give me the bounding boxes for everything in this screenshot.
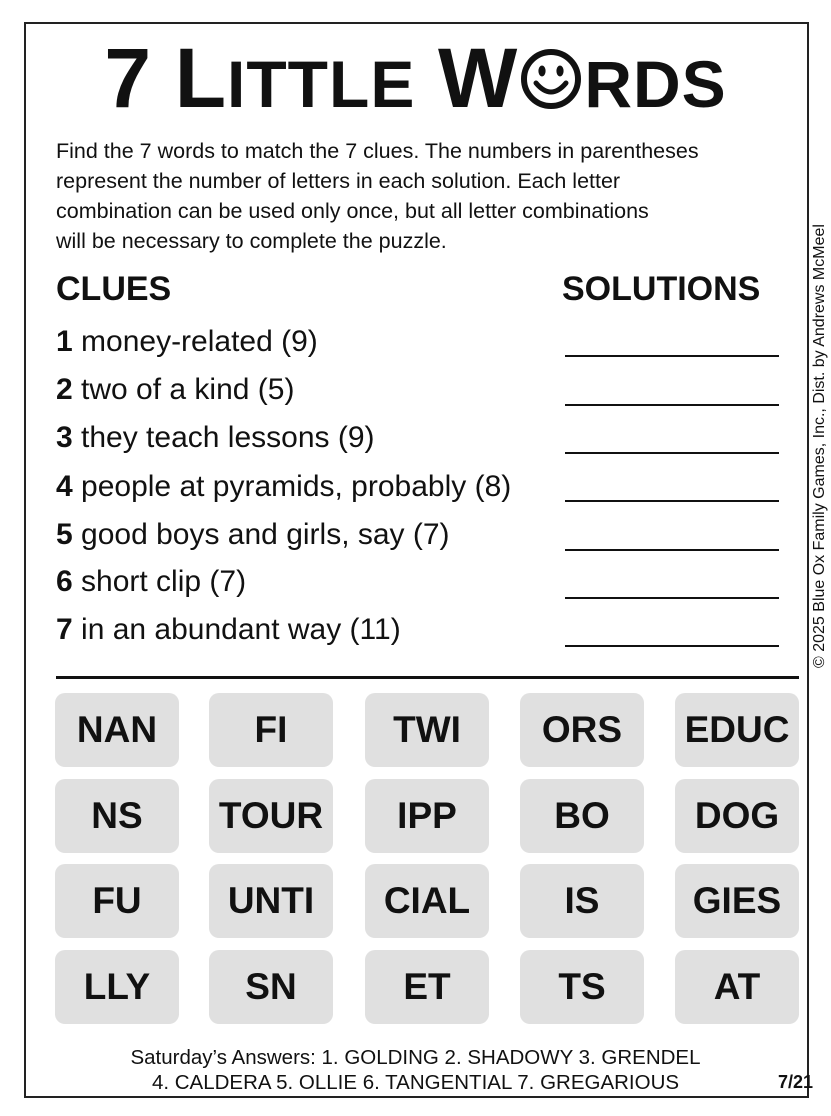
clue-number: 4: [56, 470, 73, 503]
letter-tile[interactable]: FU: [55, 864, 179, 938]
letter-tile[interactable]: BO: [520, 779, 644, 853]
letter-tile[interactable]: LLY: [55, 950, 179, 1024]
letter-tile[interactable]: NS: [55, 779, 179, 853]
letter-tile[interactable]: TOUR: [209, 779, 333, 853]
clue-text: good boys and girls, say (7): [72, 518, 450, 551]
clue-number: 7: [56, 613, 73, 646]
previous-answers-line-2: 4. CALDERA 5. OLLIE 6. TANGENTIAL 7. GREGARIOUS: [151, 1071, 680, 1094]
letter-tile[interactable]: ORS: [520, 693, 644, 767]
clue-text: people at pyramids, probably (8): [72, 470, 512, 503]
clue-text: two of a kind (5): [72, 373, 295, 406]
clue-number: 1: [56, 325, 73, 358]
clue-3: [56, 418, 375, 458]
title-w: W: [438, 31, 519, 125]
clue-text: they teach lessons (9): [72, 421, 375, 454]
letter-tile[interactable]: FI: [209, 693, 333, 767]
letter-tile[interactable]: AT: [675, 950, 799, 1024]
clues-header: CLUES: [56, 270, 172, 308]
clue-7: [56, 610, 401, 650]
solutions-header: SOLUTIONS: [562, 270, 761, 308]
solution-blank-5[interactable]: [565, 549, 779, 551]
instructions-line: combination can be used only once, but all letter combinations: [56, 199, 649, 223]
title-number: 7: [104, 31, 153, 125]
letter-tile[interactable]: ET: [365, 950, 489, 1024]
solution-blank-2[interactable]: [565, 404, 779, 406]
clue-number: 5: [56, 518, 73, 551]
previous-answers-line-1: Saturday’s Answers: 1. GOLDING 2. SHADOWY 3. GRENDEL: [130, 1046, 701, 1069]
title-ittle: ITTLE: [227, 47, 416, 121]
letter-tile[interactable]: GIES: [675, 864, 799, 938]
clue-number: 6: [56, 565, 73, 598]
clue-2: [56, 370, 294, 410]
clue-text: money-related (9): [72, 325, 318, 358]
clue-number: 2: [56, 373, 73, 406]
clue-text: short clip (7): [72, 565, 247, 598]
smiley-face-icon: [519, 47, 583, 111]
letter-tile[interactable]: UNTI: [209, 864, 333, 938]
clue-4: [56, 467, 511, 507]
solution-blank-7[interactable]: [565, 645, 779, 647]
instructions-line: will be necessary to complete the puzzle.: [56, 229, 447, 253]
instructions-line: represent the number of letters in each solution. Each letter: [56, 169, 621, 193]
clue-5: [56, 515, 450, 555]
divider: [56, 676, 799, 679]
letter-tile[interactable]: EDUC: [675, 693, 799, 767]
letter-tile[interactable]: DOG: [675, 779, 799, 853]
letter-tile[interactable]: IPP: [365, 779, 489, 853]
solution-blank-3[interactable]: [565, 452, 779, 454]
clue-text: in an abundant way (11): [72, 613, 401, 646]
copyright-notice: © 2025 Blue Ox Family Games, Inc., Dist. by Andrews McMeel: [811, 224, 828, 668]
puzzle-title: [0, 28, 831, 134]
letter-tile[interactable]: IS: [520, 864, 644, 938]
letter-tile[interactable]: SN: [209, 950, 333, 1024]
clue-6: [56, 562, 246, 602]
solution-blank-4[interactable]: [565, 500, 779, 502]
title-l: L: [174, 31, 228, 125]
clue-1: [56, 322, 318, 362]
solution-blank-6[interactable]: [565, 597, 779, 599]
letter-tile[interactable]: TWI: [365, 693, 489, 767]
letter-tile[interactable]: CIAL: [365, 864, 489, 938]
letter-tile[interactable]: NAN: [55, 693, 179, 767]
puzzle-date: 7/21: [778, 1072, 814, 1092]
instructions-line: Find the 7 words to match the 7 clues. The numbers in parentheses: [56, 139, 699, 163]
instructions: [56, 136, 806, 256]
clue-number: 3: [56, 421, 73, 454]
solution-blank-1[interactable]: [565, 355, 779, 357]
letter-tile[interactable]: TS: [520, 950, 644, 1024]
title-rds: RDS: [584, 47, 727, 121]
